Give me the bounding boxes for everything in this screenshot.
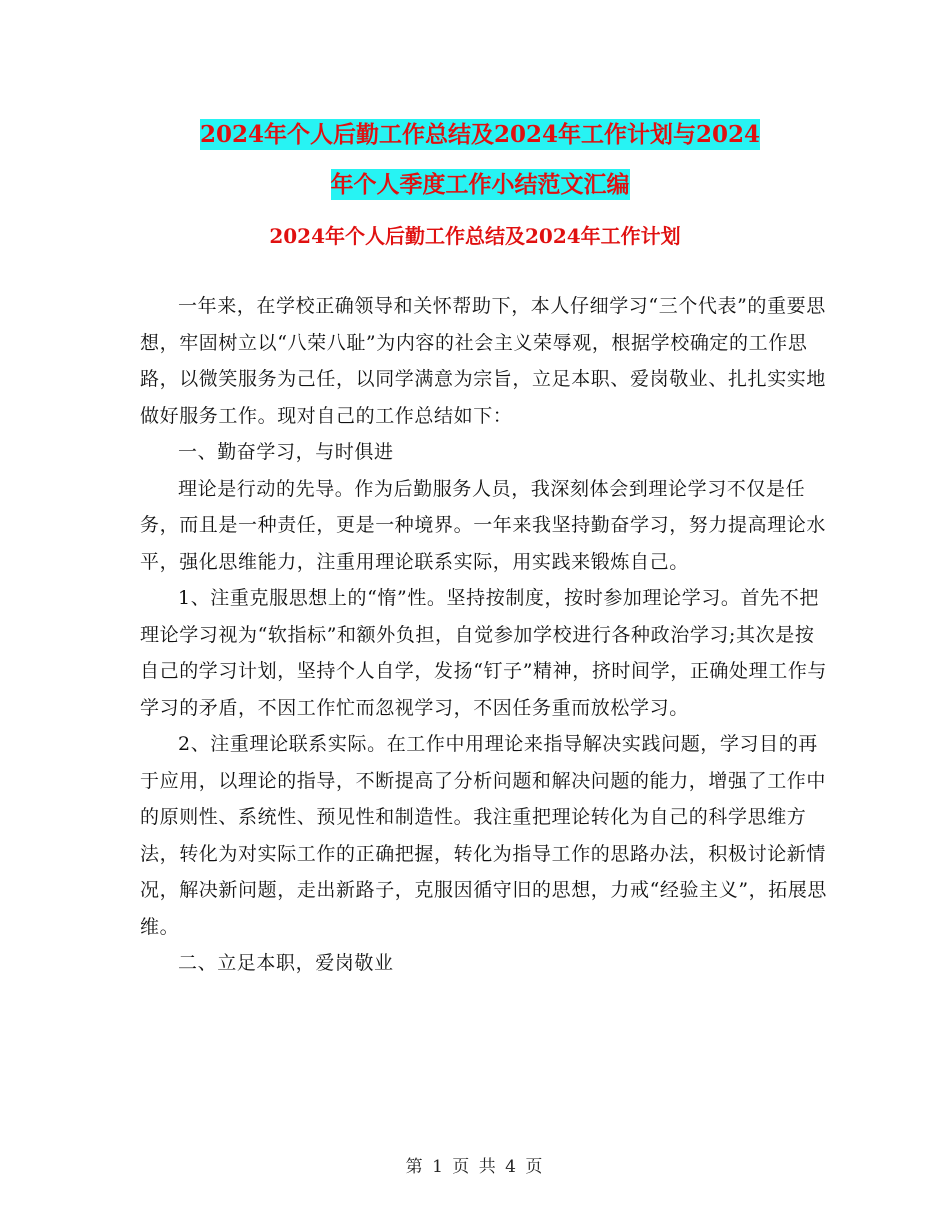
paragraph-point-2: 2、注重理论联系实际。在工作中用理论来指导解决实践问题，学习目的再于应用，以理论的指导，不断提高了分析问题和解决问题的能力，增强了工作中的原则性、系统性、预见性和制造性。我注重把理论转化为自己的科学思维方法，转化为对实际工作的正确把握，转化为指导工作的思路办法，积极讨论新情况，解决新问题，走出新路子，克服因循守旧的思想，力戒“经验主义”，拓展思维。 [140, 733, 828, 938]
paragraph-intro: 一年来，在学校正确领导和关怀帮助下，本人仔细学习“三个代表”的重要思想，牢固树立以“八荣八耻”为内容的社会主义荣辱观，根据学校确定的工作思路，以微笑服务为己任，以同学满意为宗旨，立足本职、爱岗敬业、扎扎实实地做好服务工作。现对自己的工作总结如下： [140, 295, 827, 427]
paragraph-point-1: 1、注重克服思想上的“惰”性。坚持按制度，按时参加理论学习。首先不把理论学习视为“软指标”和额外负担，自觉参加学校进行各种政治学习;其次是按自己的学习计划，坚持个人自学，发扬“钉子”精神，挤时间学，正确处理工作与学习的矛盾，不因工作忙而忽视学习，不因任务重而放松学习。 [140, 587, 828, 719]
section-title: 2024年个人后勤工作总结及2024年工作计划 [269, 224, 681, 248]
heading-duty: 二、立足本职，爱岗敬业 [178, 952, 394, 974]
heading-study: 一、勤奋学习，与时俱进 [178, 441, 394, 463]
title-line-1: 2024年个人后勤工作总结及2024年工作计划与2024 [199, 121, 761, 148]
title-line-2: 年个人季度工作小结范文汇编 [330, 171, 630, 198]
paragraph-theory: 理论是行动的先导。作为后勤服务人员，我深刻体会到理论学习不仅是任务，而且是一种责任，更是一种境界。一年来我坚持勤奋学习，努力提高理论水平，强化思维能力，注重用理论联系实际，用实践来锻炼自己。 [140, 477, 827, 573]
document-title [150, 110, 810, 210]
document-body [140, 288, 830, 982]
page-number-footer: 第 1 页 共 4 页 [405, 1157, 545, 1177]
